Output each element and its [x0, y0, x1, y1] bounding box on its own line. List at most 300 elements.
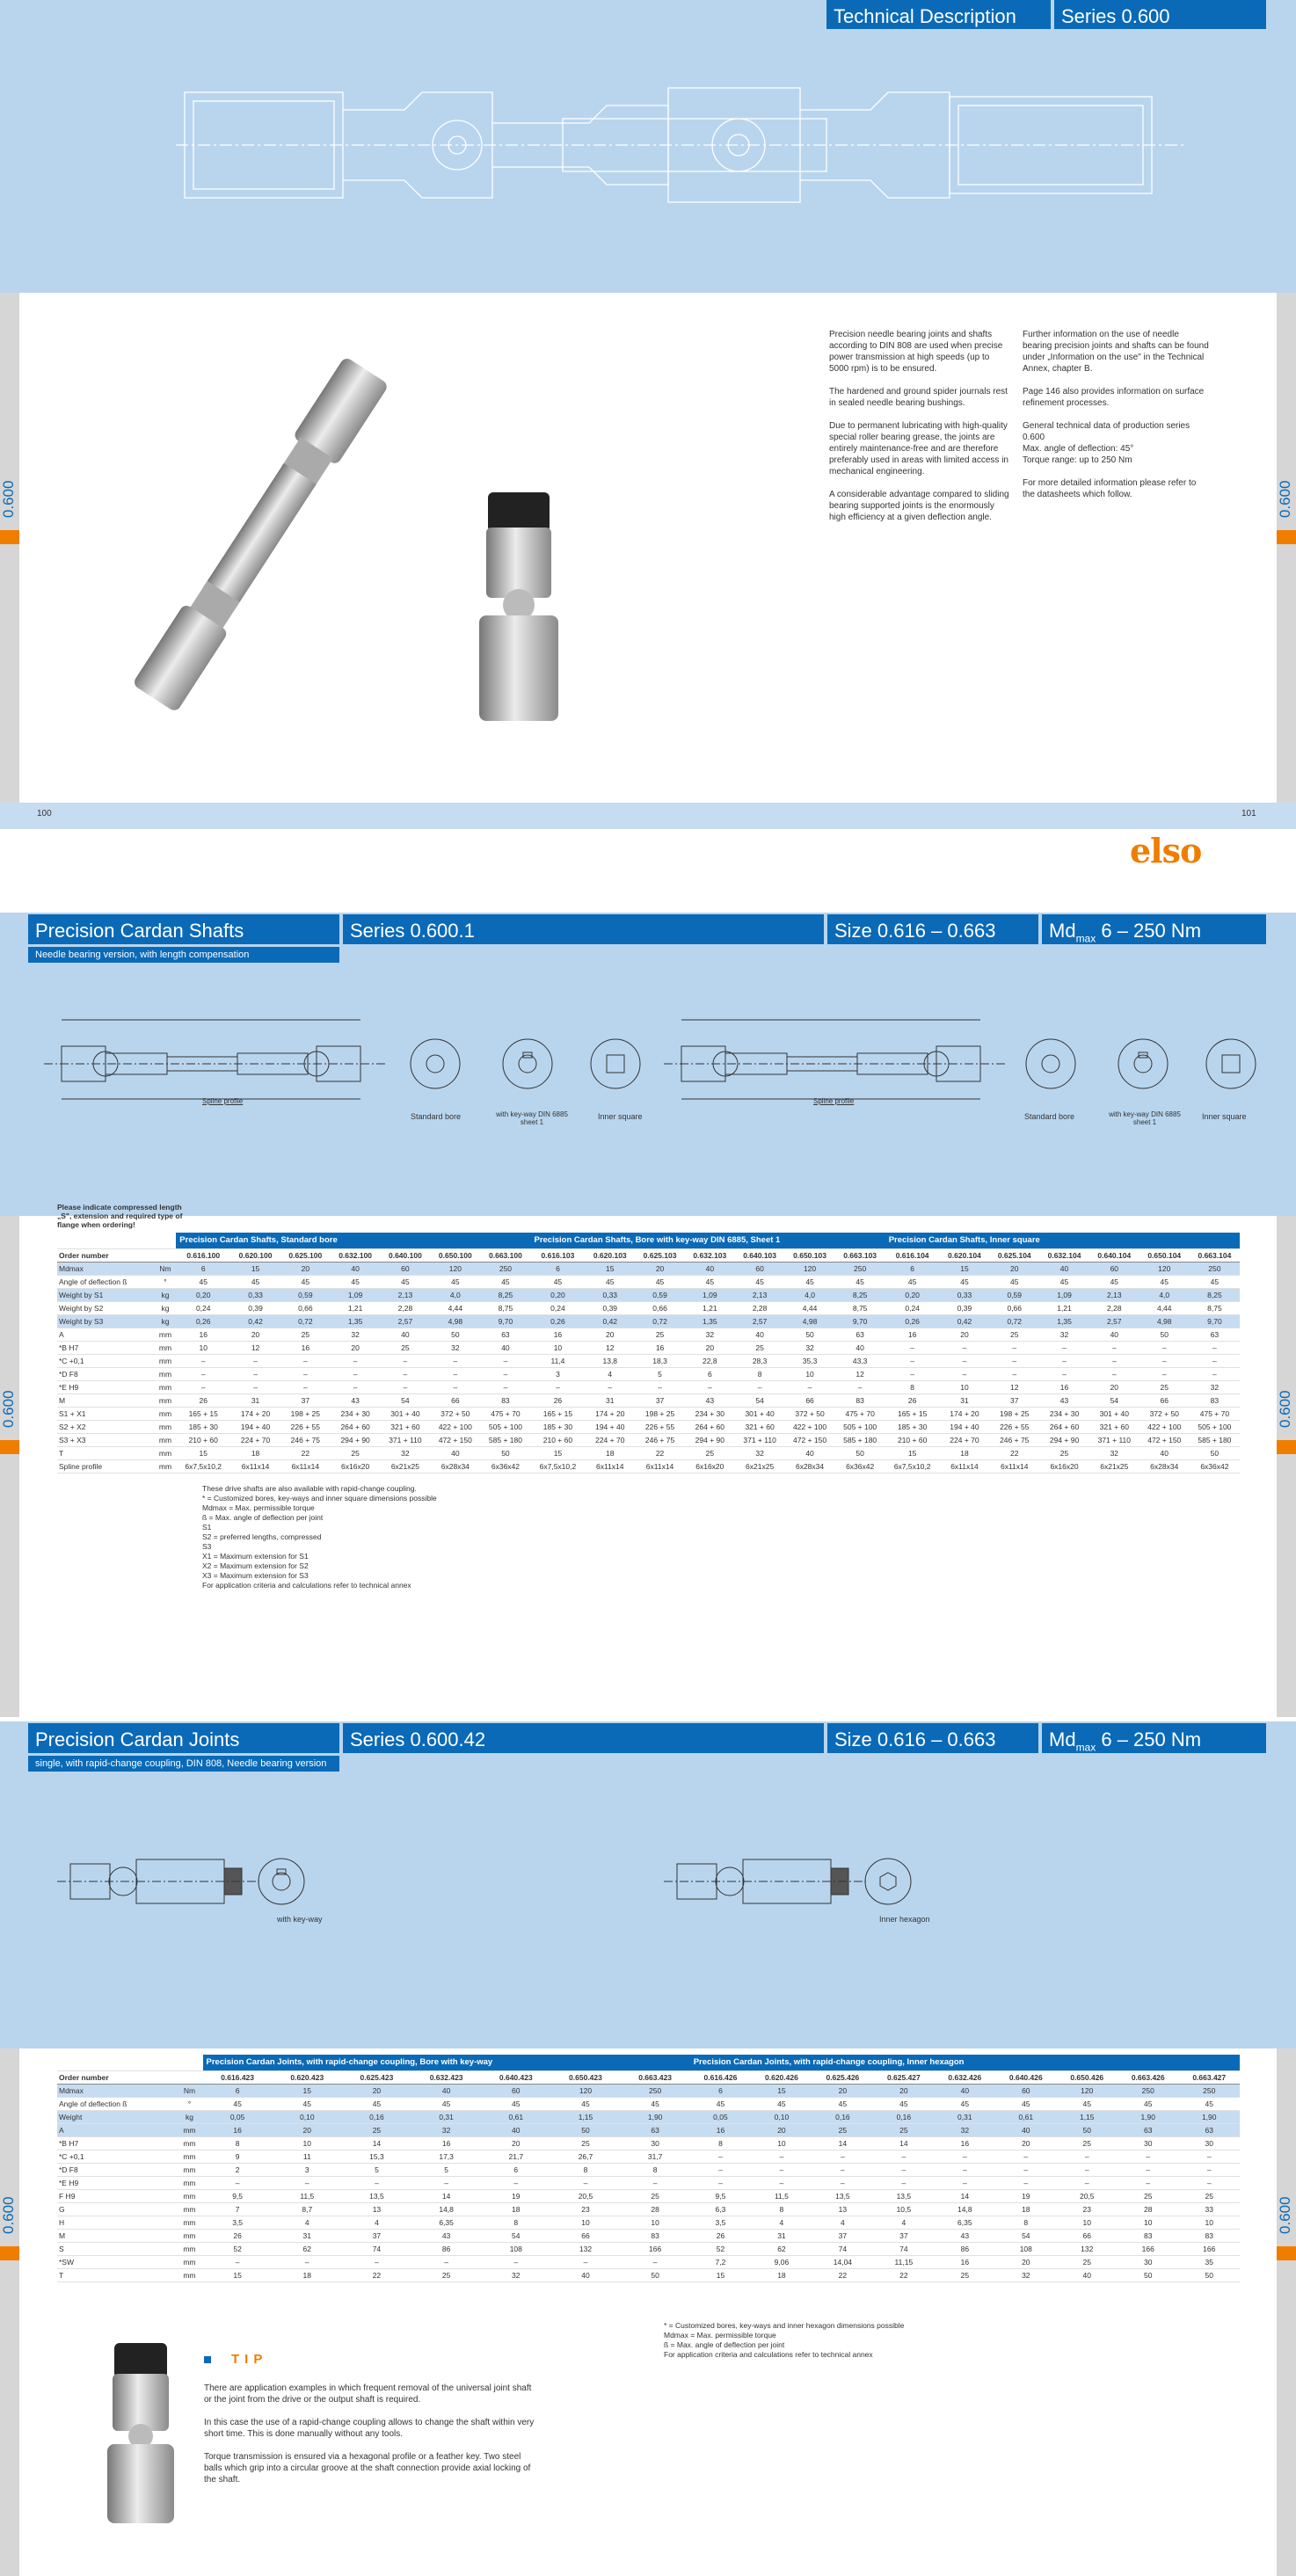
cell: 31 — [940, 1394, 990, 1407]
tip-para: Torque transmission is ensured via a hexagonal profile or a feather key. Two steel balls which grip into a circular groove at the shaft connection provide axial locking of the shaft. — [204, 2452, 531, 2485]
table-row — [57, 2123, 1240, 2136]
cell: 0,16 — [812, 2110, 873, 2123]
p2-series: Series 0.600.1 — [343, 914, 824, 944]
cell: 6x36x42 — [835, 1459, 885, 1473]
cell: – — [1057, 2150, 1118, 2163]
p2-notes — [202, 1484, 554, 1590]
cell: – — [203, 2255, 273, 2268]
cell: 4,44 — [785, 1301, 835, 1314]
cell: 0,59 — [635, 1288, 685, 1301]
cell: 7 — [203, 2202, 273, 2216]
cell: 11,5 — [751, 2189, 812, 2202]
cell: 26 — [885, 1394, 940, 1407]
cell: 45 — [411, 2097, 481, 2110]
cell: 4,98 — [430, 1314, 480, 1328]
row-unit: ° — [176, 2097, 202, 2110]
caption: Standard bore — [411, 1112, 462, 1121]
cell: 20,5 — [1057, 2189, 1118, 2202]
cell: 16 — [280, 1341, 331, 1354]
cell: 6x21x25 — [381, 1459, 431, 1473]
row-unit: mm — [155, 1354, 177, 1367]
cell: 45 — [989, 1275, 1039, 1288]
caption: with key-way DIN 6885 sheet 1 — [496, 1110, 568, 1126]
cell: 6 — [481, 2163, 550, 2176]
table-row — [57, 1420, 1240, 1433]
cell: 6 — [530, 1262, 585, 1275]
cell: 52 — [690, 2242, 751, 2255]
cell: – — [273, 2176, 342, 2189]
cell: 23 — [1057, 2202, 1118, 2216]
row-label: Angle of deflection ß — [57, 2097, 176, 2110]
p3-size: Size 0.616 – 0.663 — [827, 1723, 1038, 1753]
cell: 45 — [690, 2097, 751, 2110]
cell: – — [381, 1367, 431, 1380]
spline-label: Spline profile — [202, 1097, 244, 1105]
cell: 372 + 50 — [785, 1407, 835, 1420]
cell: 4 — [812, 2216, 873, 2229]
cell: 371 + 110 — [1089, 1433, 1139, 1446]
table-row — [57, 2189, 1240, 2202]
cell: – — [280, 1367, 331, 1380]
cell: – — [530, 1380, 585, 1394]
cell: 45 — [1089, 1275, 1139, 1288]
row-unit: mm — [176, 2123, 202, 2136]
md-label: Md — [1049, 1728, 1076, 1750]
p1-header-series: Series 0.600 — [1054, 0, 1266, 29]
note-line: ß = Max. angle of deflection per joint — [664, 2340, 785, 2349]
cell: 20 — [230, 1328, 280, 1341]
cell: 14,8 — [411, 2202, 481, 2216]
cell: 16 — [1039, 1380, 1089, 1394]
cell: 54 — [1089, 1394, 1139, 1407]
cell: 505 + 100 — [835, 1420, 885, 1433]
table-row — [57, 2097, 1240, 2110]
cell: 13 — [812, 2202, 873, 2216]
cell: 1,35 — [331, 1314, 381, 1328]
p1-technical-drawing — [176, 57, 1187, 233]
p2-md — [1042, 914, 1266, 944]
order-number: 0.616.426 — [690, 2070, 751, 2084]
table-row — [57, 1301, 1240, 1314]
order-number: 0.620.104 — [940, 1248, 990, 1262]
row-unit: mm — [176, 2229, 202, 2242]
cell: 25 — [1057, 2255, 1118, 2268]
cell: – — [995, 2163, 1056, 2176]
cell: 5 — [411, 2163, 481, 2176]
order-number: 0.620.100 — [230, 1248, 280, 1262]
cell: – — [935, 2163, 995, 2176]
note-line: ß = Max. angle of deflection per joint — [202, 1513, 324, 1522]
cell: – — [280, 1380, 331, 1394]
cell: 12 — [835, 1367, 885, 1380]
p1-header-title: Technical Description — [826, 0, 1051, 29]
table-row — [57, 1433, 1240, 1446]
cell: 43 — [411, 2229, 481, 2242]
cell: 4,44 — [1139, 1301, 1190, 1314]
row-label: *D F8 — [57, 2163, 176, 2176]
cell: 45 — [342, 2097, 411, 2110]
cell: – — [1139, 1354, 1190, 1367]
cell: 505 + 100 — [1190, 1420, 1240, 1433]
md-label: Md — [1049, 920, 1076, 942]
cell: 13,8 — [585, 1354, 635, 1367]
p1-side-left — [0, 293, 19, 803]
cell: 10 — [1057, 2216, 1118, 2229]
cell: 45 — [331, 1275, 381, 1288]
cell: – — [1118, 2150, 1178, 2163]
p2-drawing-left — [35, 1002, 396, 1108]
cell: 32 — [481, 2268, 550, 2281]
cell: – — [1039, 1354, 1089, 1367]
md-sub: max — [1075, 932, 1096, 945]
cell: 0,72 — [989, 1314, 1039, 1328]
cell: 250 — [480, 1262, 530, 1275]
row-unit: mm — [176, 2216, 202, 2229]
cell: 22 — [989, 1446, 1039, 1459]
spacer — [155, 1233, 177, 1248]
row-unit: mm — [176, 2176, 202, 2189]
cell: 0,59 — [280, 1288, 331, 1301]
md-sub: max — [1075, 1741, 1096, 1754]
row-unit: ° — [155, 1275, 177, 1288]
table-row — [57, 2110, 1240, 2123]
cell: 54 — [481, 2229, 550, 2242]
p2-drawing-right — [655, 1002, 1016, 1108]
order-number: 0.650.104 — [1139, 1248, 1190, 1262]
cell: 20 — [1089, 1380, 1139, 1394]
cell: 8 — [621, 2163, 690, 2176]
cell: 10 — [273, 2136, 342, 2150]
cell: 45 — [812, 2097, 873, 2110]
cell: 15 — [885, 1446, 940, 1459]
cell: 25 — [989, 1328, 1039, 1341]
table-row — [57, 1262, 1240, 1275]
cell: 37 — [873, 2229, 934, 2242]
cell: – — [812, 2150, 873, 2163]
section-title: Precision Cardan Joints, with rapid-change coupling, Inner hexagon — [690, 2055, 1240, 2070]
cell: 6x11x14 — [940, 1459, 990, 1473]
cell: – — [481, 2255, 550, 2268]
cell: 475 + 70 — [480, 1407, 530, 1420]
cell: 8 — [751, 2202, 812, 2216]
cell: 45 — [1139, 1275, 1190, 1288]
cell: 0,31 — [935, 2110, 995, 2123]
table-row — [57, 2176, 1240, 2189]
cell: 45 — [635, 1275, 685, 1288]
cell: 25 — [411, 2268, 481, 2281]
cell: 45 — [585, 1275, 635, 1288]
cell: 6,35 — [411, 2216, 481, 2229]
cell: 198 + 25 — [280, 1407, 331, 1420]
unit-cell — [155, 1248, 177, 1262]
cell: 22 — [873, 2268, 934, 2281]
cell: – — [1190, 1367, 1240, 1380]
cell: 6x7,5x10,2 — [530, 1459, 585, 1473]
cell: – — [342, 2255, 411, 2268]
cell: 14 — [411, 2189, 481, 2202]
cell: 15 — [176, 1446, 230, 1459]
cell: 10 — [1178, 2216, 1240, 2229]
cell: 8,75 — [1190, 1301, 1240, 1314]
cell: 28 — [621, 2202, 690, 2216]
cell: 45 — [621, 2097, 690, 2110]
cell: 0,24 — [176, 1301, 230, 1314]
cell: 15 — [203, 2268, 273, 2281]
cell: 32 — [430, 1341, 480, 1354]
spline-label: Spline profile — [813, 1097, 855, 1105]
section-title: Precision Cardan Joints, with rapid-change coupling, Bore with key-way — [203, 2055, 690, 2070]
cell: – — [176, 1354, 230, 1367]
table-row — [57, 2136, 1240, 2150]
cell: – — [273, 2255, 342, 2268]
note-line: S1 — [202, 1523, 212, 1532]
cell: 12 — [230, 1341, 280, 1354]
cell: 60 — [1089, 1262, 1139, 1275]
cell: 8,25 — [835, 1288, 885, 1301]
spacer — [176, 2055, 202, 2070]
cell: 6x36x42 — [480, 1459, 530, 1473]
cell: 37 — [342, 2229, 411, 2242]
p1-cardan-shaft-photo — [127, 338, 391, 734]
cell: 4 — [873, 2216, 934, 2229]
cell: 224 + 70 — [940, 1433, 990, 1446]
cell: – — [989, 1354, 1039, 1367]
cell: – — [685, 1380, 735, 1394]
cell: – — [280, 1354, 331, 1367]
cell: 15 — [585, 1262, 635, 1275]
row-label: F H9 — [57, 2189, 176, 2202]
cell: 120 — [785, 1262, 835, 1275]
p1-text-col2 — [1023, 329, 1209, 500]
cell: 15 — [530, 1446, 585, 1459]
cell: 15 — [751, 2084, 812, 2097]
cell: 8 — [885, 1380, 940, 1394]
cell: 9,5 — [690, 2189, 751, 2202]
cell: – — [690, 2150, 751, 2163]
cell: 1,15 — [550, 2110, 620, 2123]
cell: 505 + 100 — [480, 1420, 530, 1433]
cell: 0,61 — [481, 2110, 550, 2123]
cell: 50 — [480, 1446, 530, 1459]
cell: 0,05 — [690, 2110, 751, 2123]
cell: 18 — [230, 1446, 280, 1459]
cell: 8 — [550, 2163, 620, 2176]
cell: 9 — [203, 2150, 273, 2163]
cell: 20 — [273, 2123, 342, 2136]
order-number: 0.640.423 — [481, 2070, 550, 2084]
cell: 22 — [280, 1446, 331, 1459]
p2-title: Precision Cardan Shafts — [28, 914, 339, 944]
cell: – — [381, 1380, 431, 1394]
side-label: 0.600 — [1277, 1390, 1293, 1429]
cell: 37 — [280, 1394, 331, 1407]
cell: 74 — [812, 2242, 873, 2255]
cell: – — [812, 2163, 873, 2176]
cell: – — [751, 2176, 812, 2189]
cell: – — [1118, 2163, 1178, 2176]
order-number: 0.650.423 — [550, 2070, 620, 2084]
cell: 16 — [690, 2123, 751, 2136]
cell: – — [940, 1367, 990, 1380]
tip-para: In this case the use of a rapid-change coupling allows to change the shaft within very short time. This is done manually without any tools. — [204, 2418, 535, 2439]
cell: 234 + 30 — [331, 1407, 381, 1420]
cell: 185 + 30 — [530, 1420, 585, 1433]
p2-size: Size 0.616 – 0.663 — [827, 914, 1038, 944]
cell: – — [480, 1367, 530, 1380]
cell: 13,5 — [812, 2189, 873, 2202]
cell: 198 + 25 — [989, 1407, 1039, 1420]
cell: 250 — [835, 1262, 885, 1275]
table-row — [57, 2202, 1240, 2216]
row-label: Mdmax — [57, 2084, 176, 2097]
order-number: 0.663.426 — [1118, 2070, 1178, 2084]
cell: – — [940, 1341, 990, 1354]
cell: 1,90 — [621, 2110, 690, 2123]
row-unit: mm — [155, 1459, 177, 1473]
cell: 5 — [342, 2163, 411, 2176]
cell: – — [230, 1354, 280, 1367]
cell: 6x11x14 — [989, 1459, 1039, 1473]
note-line: For application criteria and calculations refer to technical annex — [202, 1581, 411, 1590]
cell: 16 — [935, 2136, 995, 2150]
order-label: Order number — [57, 1248, 155, 1262]
cell: 30 — [1118, 2136, 1178, 2150]
order-number: 0.620.103 — [585, 1248, 635, 1262]
cell: 40 — [785, 1446, 835, 1459]
row-label: S1 + X1 — [57, 1407, 155, 1420]
cell: 210 + 60 — [176, 1433, 230, 1446]
cell: 45 — [940, 1275, 990, 1288]
cell: 25 — [381, 1341, 431, 1354]
cell: 4,0 — [430, 1288, 480, 1301]
cell: 0,42 — [230, 1314, 280, 1328]
cell: 166 — [621, 2242, 690, 2255]
table-row — [57, 2216, 1240, 2229]
cell: 264 + 60 — [685, 1420, 735, 1433]
cell: 50 — [1139, 1328, 1190, 1341]
cell: 25 — [621, 2189, 690, 2202]
cell: – — [621, 2255, 690, 2268]
cell: 6 — [203, 2084, 273, 2097]
cell: 246 + 75 — [635, 1433, 685, 1446]
cell: 37 — [635, 1394, 685, 1407]
cell: – — [430, 1354, 480, 1367]
cell: 45 — [203, 2097, 273, 2110]
cell: 1,90 — [1178, 2110, 1240, 2123]
cell: 422 + 100 — [430, 1420, 480, 1433]
cell: – — [550, 2255, 620, 2268]
cell: 83 — [1190, 1394, 1240, 1407]
cell: 321 + 60 — [381, 1420, 431, 1433]
cell: 25 — [1039, 1446, 1089, 1459]
cell: 25 — [635, 1328, 685, 1341]
tip-text — [204, 2383, 538, 2485]
cell: 32 — [785, 1341, 835, 1354]
cell: 301 + 40 — [735, 1407, 785, 1420]
cell: – — [1057, 2176, 1118, 2189]
cell: 40 — [430, 1446, 480, 1459]
cell: 20 — [995, 2255, 1056, 2268]
table-row — [57, 2242, 1240, 2255]
cell: 250 — [1190, 1262, 1240, 1275]
cell: 20 — [635, 1262, 685, 1275]
cell: – — [989, 1367, 1039, 1380]
cell: 43 — [331, 1394, 381, 1407]
cell: 16 — [635, 1341, 685, 1354]
cell: 28 — [1118, 2202, 1178, 2216]
cell: 32 — [381, 1446, 431, 1459]
cell: 9,06 — [751, 2255, 812, 2268]
cell: 15 — [230, 1262, 280, 1275]
cell: 63 — [1190, 1328, 1240, 1341]
cell: 10 — [176, 1341, 230, 1354]
cell: 17,3 — [411, 2150, 481, 2163]
cell: – — [935, 2150, 995, 2163]
cell: 1,90 — [1118, 2110, 1178, 2123]
md-range: 6 – 250 Nm — [1096, 920, 1202, 942]
order-number: 0.625.100 — [280, 1248, 331, 1262]
order-number: 0.632.100 — [331, 1248, 381, 1262]
cell: – — [1190, 1354, 1240, 1367]
cell: 22 — [635, 1446, 685, 1459]
note-line: * = Customized bores, key-ways and inner hexagon dimensions possible — [664, 2321, 905, 2330]
cell: 26 — [690, 2229, 751, 2242]
cell: 45 — [481, 2097, 550, 2110]
row-unit: mm — [155, 1380, 177, 1394]
section-title: Precision Cardan Shafts, Inner square — [885, 1233, 1240, 1248]
cell: 18,3 — [635, 1354, 685, 1367]
cell: – — [480, 1380, 530, 1394]
cell: 10 — [785, 1367, 835, 1380]
order-number: 0.620.426 — [751, 2070, 812, 2084]
cell: 301 + 40 — [1089, 1407, 1139, 1420]
cell: – — [940, 1354, 990, 1367]
cell: – — [735, 1380, 785, 1394]
cell: – — [481, 2176, 550, 2189]
cell: 32 — [411, 2123, 481, 2136]
row-label: M — [57, 2229, 176, 2242]
cell: – — [411, 2255, 481, 2268]
cell: 4 — [585, 1367, 635, 1380]
cell: – — [1190, 1341, 1240, 1354]
cell: 1,21 — [1039, 1301, 1089, 1314]
p1-side-right — [1277, 293, 1296, 803]
cell: 63 — [835, 1328, 885, 1341]
cell: 6 — [690, 2084, 751, 2097]
cell: – — [1039, 1341, 1089, 1354]
cell: 14 — [935, 2189, 995, 2202]
cell: 1,15 — [1057, 2110, 1118, 2123]
cell: 2,28 — [381, 1301, 431, 1314]
row-label: Weight by S1 — [57, 1288, 155, 1301]
cell: 66 — [1139, 1394, 1190, 1407]
row-unit: kg — [155, 1301, 177, 1314]
side-marker — [0, 530, 19, 544]
cell: 2,28 — [735, 1301, 785, 1314]
cell: 294 + 90 — [685, 1433, 735, 1446]
cell: 50 — [1190, 1446, 1240, 1459]
order-number: 0.616.423 — [203, 2070, 273, 2084]
cell: 6x7,5x10,2 — [176, 1459, 230, 1473]
cell: 0,72 — [280, 1314, 331, 1328]
cell: 10 — [550, 2216, 620, 2229]
row-label: *E H9 — [57, 2176, 176, 2189]
order-number: 0.663.423 — [621, 2070, 690, 2084]
cell: 28,3 — [735, 1354, 785, 1367]
p3-md — [1042, 1723, 1266, 1753]
cell: 26 — [530, 1394, 585, 1407]
cell: 2,28 — [1089, 1301, 1139, 1314]
